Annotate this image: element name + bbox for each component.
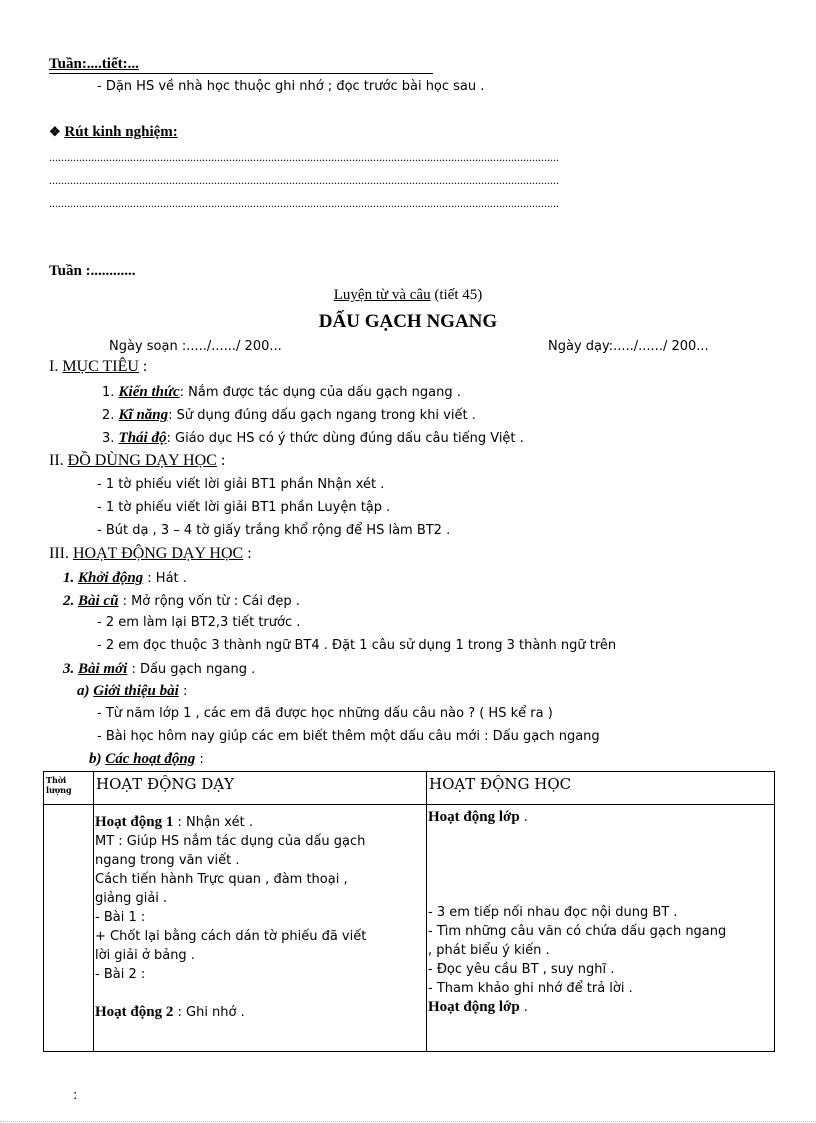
intro-item: - Bài học hôm nay giúp các em biết thêm một dấu câu mới : Dấu gạch ngang <box>97 729 600 744</box>
material-item: - 1 tờ phiếu viết lời giải BT1 phần Luyện tập . <box>97 500 391 515</box>
cell-line: Hoạt động 2 : Ghi nhớ . <box>95 1004 245 1020</box>
objectives-heading: I. MỤC TIÊU : <box>49 358 148 375</box>
cell-line: - Tham khảo ghi nhớ để trả lời . <box>428 981 633 996</box>
time-cell <box>44 805 94 1052</box>
lesson-title: DẤU GẠCH NGANG <box>318 311 498 332</box>
cell-line <box>428 865 773 884</box>
time-column-header: Thời lượng <box>44 772 94 805</box>
lesson-week: Tuần :............ <box>49 263 136 279</box>
teach-cell <box>94 805 427 1052</box>
cell-line: giảng giải . <box>95 891 168 906</box>
warmup-line: 1. Khởi động : Hát . <box>63 570 187 586</box>
review-line: 2. Bài cũ : Mở rộng vốn từ : Cái đẹp . <box>63 593 300 609</box>
objective-item: 3. Thái độ: Giáo dục HS có ý thức dùng đúng dấu câu tiếng Việt . <box>102 430 524 446</box>
cell-line: - Đọc yêu cầu BT , suy nghĩ . <box>428 962 615 977</box>
cell-line: MT : Giúp HS nắm tác dụng của dấu gạch <box>95 834 366 849</box>
cell-line <box>428 884 773 903</box>
teach-column-header: HOẠT ĐỘNG DẠY <box>94 772 427 805</box>
cell-line: , phát biểu ý kiến . <box>428 943 550 958</box>
dotted-line: .......................................................................................................................................................................... <box>49 173 559 187</box>
cell-line: - 3 em tiếp nối nhau đọc nội dung BT . <box>428 905 678 920</box>
cell-line: Cách tiến hành Trực quan , đàm thoại , <box>95 872 348 887</box>
activities-heading: III. HOẠT ĐỘNG DẠY HỌC : <box>49 545 252 562</box>
prep-date: Ngày soạn :...../....../ 200... <box>109 339 282 354</box>
diamond-bullet-icon: ❖ <box>49 124 61 139</box>
learn-cell <box>427 805 775 1052</box>
dotted-line: .......................................................................................................................................................................... <box>49 196 559 210</box>
page-divider <box>0 1121 816 1122</box>
review-item: - 2 em làm lại BT2,3 tiết trước . <box>97 615 301 630</box>
cell-line: Hoạt động lớp . <box>428 809 528 825</box>
steps-line: b) Các hoạt động : <box>89 751 204 767</box>
material-item: - 1 tờ phiếu viết lời giải BT1 phần Nhận xét . <box>97 477 385 492</box>
teach-date: Ngày dạy:...../....../ 200... <box>548 339 709 354</box>
dotted-line: .......................................................................................................................................................................... <box>49 150 559 164</box>
intro-item: - Từ năm lớp 1 , các em đã được học những dấu câu nào ? ( HS kể ra ) <box>97 706 553 721</box>
cell-line: Hoạt động 1 : Nhận xét . <box>95 814 253 830</box>
lesson-subject: Luyện từ và câu (tiết 45) <box>333 287 483 303</box>
cell-line: ngang trong văn viết . <box>95 853 240 868</box>
materials-heading: II. ĐỒ DÙNG DẠY HỌC : <box>49 452 226 469</box>
objective-item: 2. Kĩ năng: Sử dụng đúng dấu gạch ngang trong khi viết . <box>102 407 476 423</box>
cell-line: - Bài 2 : <box>95 967 146 982</box>
cell-line <box>95 984 425 1003</box>
intro-line: a) Giới thiệu bài : <box>77 683 188 699</box>
experience-heading <box>49 123 178 141</box>
cell-line: + Chốt lại bằng cách dán tờ phiếu đã viết <box>95 929 367 944</box>
new-lesson-line: 3. Bài mới : Dấu gạch ngang . <box>63 661 256 677</box>
table-header-row <box>44 772 775 805</box>
material-item: - Bút dạ , 3 – 4 tờ giấy trắng khổ rộng để HS làm BT2 . <box>97 523 451 538</box>
learn-column-header: HOẠT ĐỘNG HỌC <box>427 772 775 805</box>
review-item: - 2 em đọc thuộc 3 thành ngữ BT4 . Đặt 1 câu sử dụng 1 trong 3 thành ngữ trên <box>97 638 617 653</box>
cell-line: - Tìm những câu văn có chứa dấu gạch ngang <box>428 924 727 939</box>
footer-mark: : <box>73 1088 78 1103</box>
activities-table <box>43 771 775 1052</box>
cell-line: - Bài 1 : <box>95 910 146 925</box>
week-period-label: Tuần:....tiết:... <box>49 55 433 74</box>
table-row <box>44 805 775 1052</box>
cell-line: Hoạt động lớp . <box>428 999 528 1015</box>
cell-line <box>428 827 773 846</box>
cell-line: lời giải ở bảng . <box>95 948 195 963</box>
homework-line: - Dặn HS về nhà học thuộc ghi nhớ ; đọc trước bài học sau . <box>97 79 485 94</box>
objective-item: 1. Kiến thức: Nắm được tác dụng của dấu gạch ngang . <box>102 384 461 400</box>
cell-line <box>428 846 773 865</box>
experience-title: Rút kinh nghiệm: <box>64 124 178 140</box>
